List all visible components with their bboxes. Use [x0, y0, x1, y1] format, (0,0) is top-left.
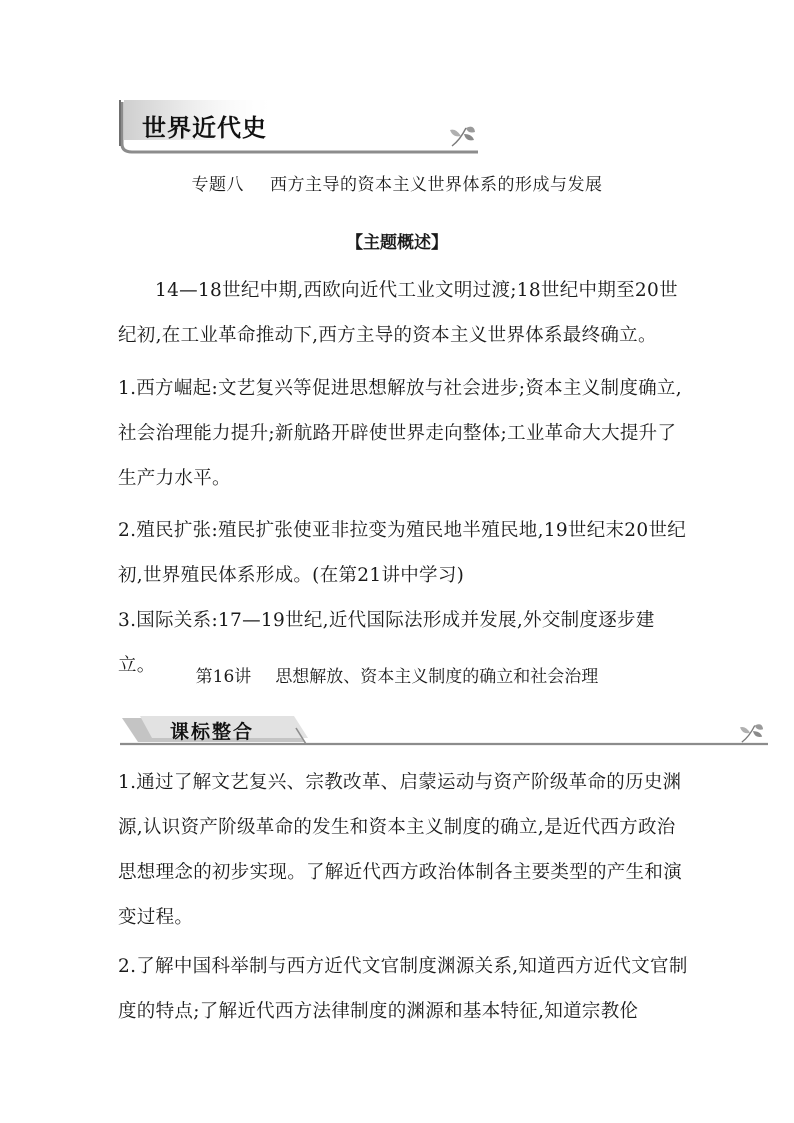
section-title: 世界近代史 [142, 114, 267, 142]
point-item: 1.西方崛起:文艺复兴等促进思想解放与社会进步;资本主义制度确立,社会治理能力提升;新航路开辟使世界走向整体;工业革命大大提升了生产力水平。 [118, 378, 682, 489]
section-banner [118, 96, 488, 158]
point-item: 2.殖民扩张:殖民扩张使亚非拉变为殖民地半殖民地,19世纪末20世纪初,世界殖民体系形成。(在第21讲中学习) [118, 520, 687, 586]
leaf-sprig-icon [738, 720, 766, 744]
standards-heading: 课标整合 [170, 721, 255, 743]
standard-item: 1.通过了解文艺复兴、宗教改革、启蒙运动与资产阶级革命的历史渊源,认识资产阶级革命的发生和资本主义制度的确立,是近代西方政治思想理念的初步实现。了解近代西方政治体制各主要类型的产生和演变过程。 [118, 772, 683, 928]
standard-item: 2.了解中国科举制与西方近代文官制度渊源关系,知道西方近代文官制度的特点;了解近代西方法律制度的渊源和基本特征,知道宗教伦 [118, 956, 688, 1022]
topic-heading [0, 170, 794, 195]
topic-name: 西方主导的资本主义世界体系的形成与发展 [270, 175, 603, 195]
overview-heading: 【主题概述】 [346, 233, 448, 253]
point-item: 3.国际关系:17—19世纪,近代国际法形成并发展,外交制度逐步建立。 [118, 610, 655, 676]
lecture-title: 思想解放、资本主义制度的确立和社会治理 [275, 667, 599, 687]
lecture-heading [0, 662, 794, 687]
intro-paragraph: 14—18世纪中期,西欧向近代工业文明过渡;18世纪中期至20世纪初,在工业革命推动下,西方主导的资本主义世界体系最终确立。 [118, 280, 678, 346]
topic-number: 专题八 [191, 175, 244, 195]
lecture-number: 第16讲 [195, 667, 252, 687]
leaf-sprig-icon [448, 122, 478, 148]
standards-banner [118, 714, 778, 750]
